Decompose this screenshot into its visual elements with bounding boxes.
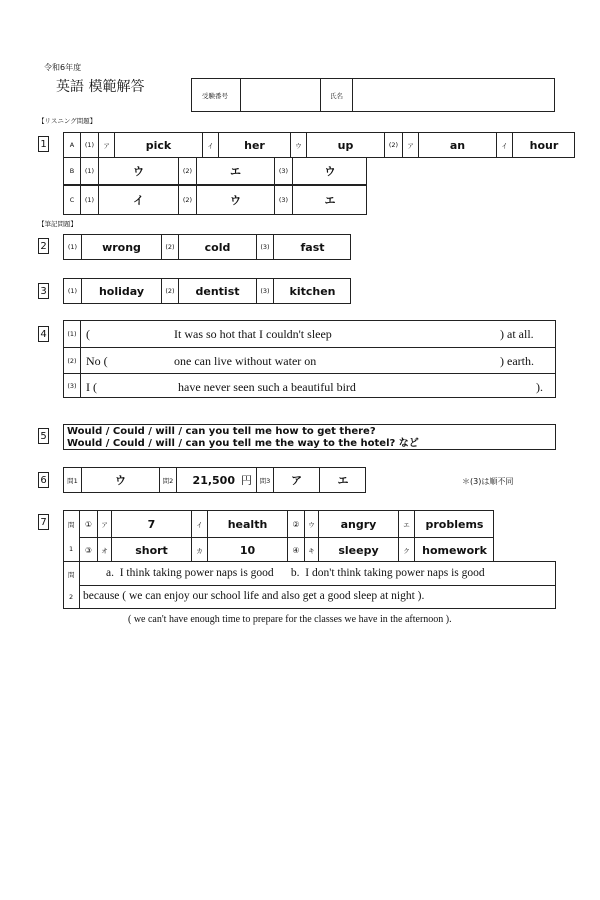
q1-row-b-label: B bbox=[69, 166, 75, 175]
q1-b-answer1: ウ bbox=[98, 157, 178, 184]
q7-r2-val1: short bbox=[111, 538, 191, 562]
q7-r1-val3: angry bbox=[318, 511, 398, 537]
q3-part3-label: (3) bbox=[256, 279, 273, 303]
q1-b-answer2: エ bbox=[196, 157, 274, 184]
q6-answer3a: ア bbox=[273, 468, 319, 492]
page-title: 英語 模範解答 bbox=[56, 79, 145, 95]
q6-part3-label: 問3 bbox=[256, 468, 273, 492]
q7-r2-key1: オ bbox=[97, 538, 111, 562]
name-field[interactable] bbox=[353, 79, 555, 111]
q1-a2-answer-a: an bbox=[418, 133, 496, 157]
q4-row3-answer: have never seen such a beautiful bird bbox=[178, 380, 356, 394]
question-number-3: 3 bbox=[38, 283, 49, 299]
era-label: 令和6年度 bbox=[44, 63, 82, 72]
q3-part1-label: (1) bbox=[67, 287, 78, 295]
q7-part1-grid bbox=[63, 510, 494, 562]
q7-mon2-cell bbox=[64, 562, 80, 608]
q4-row3-suffix: ). bbox=[536, 380, 543, 394]
q1-a-key-u: ウ bbox=[290, 133, 306, 157]
q2-answer2: cold bbox=[178, 235, 256, 259]
q4-row1-answer: It was so hot that I couldn't sleep bbox=[174, 327, 332, 341]
q6-order-note: ＊(3)は順不同 bbox=[462, 477, 514, 486]
q1-c-part3-label: (3) bbox=[274, 186, 292, 214]
q7-r2-key2: カ bbox=[191, 538, 207, 562]
q4-row2-answer: one can live without water on bbox=[174, 354, 317, 368]
q1-c-part2-label: (2) bbox=[178, 186, 196, 214]
q4-row3-prefix: I ( bbox=[86, 380, 97, 394]
q1-a2-key-a: ア bbox=[402, 133, 418, 157]
q7-row-1 bbox=[80, 511, 493, 537]
question-number-6: 6 bbox=[38, 472, 49, 488]
q4-row-1 bbox=[64, 321, 555, 347]
q1-row-b bbox=[63, 157, 367, 185]
q4-row-3 bbox=[64, 373, 555, 398]
q1-a-answer-u: up bbox=[306, 133, 384, 157]
q4-row1-label: (1) bbox=[64, 321, 81, 347]
q1-c-answer3: エ bbox=[292, 186, 367, 214]
q3-answer1: holiday bbox=[81, 279, 161, 303]
q1-b-answer3: ウ bbox=[292, 157, 367, 184]
q7-because-answer: because ( we can enjoy our school life and also get a good sleep at night ). bbox=[83, 590, 425, 602]
q7-alternative-answer: ( we can't have enough time to prepare for the classes we have in the afternoon ). bbox=[128, 614, 452, 625]
exam-number-label: 受験番号 bbox=[202, 92, 228, 100]
q6-answer2: 21,500 bbox=[192, 473, 235, 487]
q2-answer1: wrong bbox=[81, 235, 161, 259]
q4-row3-label: (3) bbox=[64, 374, 81, 398]
q1-a-answer-a: pick bbox=[114, 133, 202, 157]
q1-a-key-a: ア bbox=[98, 133, 114, 157]
question-number-1: 1 bbox=[38, 136, 49, 152]
q7-r2-circle2: ④ bbox=[287, 538, 304, 562]
q4-row1-suffix: ) at all. bbox=[500, 327, 534, 341]
q7-r1-key2: イ bbox=[191, 511, 207, 537]
q7-r1-val1: 7 bbox=[111, 511, 191, 537]
q7-r2-circle1: ③ bbox=[84, 545, 93, 555]
q1-row-c bbox=[63, 185, 367, 215]
q1-row-c-label: C bbox=[69, 196, 75, 204]
q6-answer2-cell bbox=[176, 468, 256, 492]
q4-answer-box bbox=[63, 320, 556, 398]
q7-r2-key3: キ bbox=[304, 538, 318, 562]
q1-row-a bbox=[63, 132, 575, 158]
q7-part2-box bbox=[63, 561, 556, 609]
q6-yen-unit: 円 bbox=[241, 474, 252, 487]
q7-opinion-choices: a. I think taking power naps is good b. I don't think taking power naps is good bbox=[106, 567, 485, 579]
q1-c-answer2: ウ bbox=[196, 186, 274, 214]
q7-r1-key3: ウ bbox=[304, 511, 318, 537]
q7-r2-val2: 10 bbox=[207, 538, 287, 562]
q7-r2-key4: ク bbox=[398, 538, 414, 562]
q1-b-part1-label: (1) bbox=[80, 157, 98, 184]
q4-row1-prefix: ( bbox=[86, 327, 90, 341]
q4-row2-prefix: No ( bbox=[86, 354, 108, 368]
q7-r2-val4: homework bbox=[414, 538, 494, 562]
q1-a2-key-i: イ bbox=[496, 133, 512, 157]
q5-answer-line2: Would / Could / will / can you tell me the way to the hotel? など bbox=[67, 438, 419, 449]
q7-r1-circle2: ② bbox=[287, 511, 304, 537]
q5-answer-line1: Would / Could / will / can you tell me how to get there? bbox=[67, 426, 376, 437]
q1-b-part3-label: (3) bbox=[274, 157, 292, 184]
q1-c-answer1: イ bbox=[98, 186, 178, 214]
q1-row-a-label: A bbox=[69, 141, 75, 149]
q1-a-key-i: イ bbox=[202, 133, 218, 157]
q7-mon1-label: 問 bbox=[68, 521, 75, 529]
q6-part1-label: 問1 bbox=[67, 476, 78, 485]
q5-answer-box bbox=[63, 424, 556, 450]
header-info-box bbox=[191, 78, 555, 112]
q2-answer-row bbox=[63, 234, 351, 260]
q7-mon1-cell bbox=[64, 511, 80, 561]
q3-answer-row bbox=[63, 278, 351, 304]
q7-mon2-label: 問 bbox=[68, 571, 75, 579]
q2-part1-label: (1) bbox=[67, 243, 78, 251]
q6-part2-label: 問2 bbox=[159, 468, 176, 492]
exam-number-field[interactable] bbox=[240, 79, 320, 111]
q3-part2-label: (2) bbox=[161, 279, 178, 303]
q1-a2-answer-i: hour bbox=[512, 133, 575, 157]
q7-row-2 bbox=[80, 537, 493, 562]
question-number-4: 4 bbox=[38, 326, 49, 342]
q7-r1-key4: エ bbox=[398, 511, 414, 537]
q6-answer1: ウ bbox=[81, 468, 159, 492]
q2-part3-label: (3) bbox=[256, 235, 273, 259]
question-number-2: 2 bbox=[38, 238, 49, 254]
written-section-label: 【筆記問題】 bbox=[38, 220, 77, 228]
q7-r2-val3: sleepy bbox=[318, 538, 398, 562]
question-number-5: 5 bbox=[38, 428, 49, 444]
q7-r1-key1: ア bbox=[97, 511, 111, 537]
q1-a-part2-label: (2) bbox=[384, 133, 402, 157]
q4-row2-label: (2) bbox=[64, 348, 81, 373]
q6-answer3b: エ bbox=[319, 468, 366, 492]
listening-section-label: 【リスニング問題】 bbox=[38, 117, 97, 125]
q1-a-answer-i: her bbox=[218, 133, 290, 157]
q7-r1-circle1: ① bbox=[84, 519, 93, 529]
q7-r1-val4: problems bbox=[414, 511, 494, 537]
q6-answer-row bbox=[63, 467, 366, 493]
q1-b-part2-label: (2) bbox=[178, 157, 196, 184]
q7-mon1-number: 1 bbox=[69, 545, 74, 553]
q3-answer3: kitchen bbox=[273, 279, 351, 303]
q4-row-2 bbox=[64, 347, 555, 373]
q4-row2-suffix: ) earth. bbox=[500, 354, 534, 368]
name-label: 氏名 bbox=[330, 92, 343, 100]
q7-mon2-number: 2 bbox=[69, 593, 74, 601]
question-number-7: 7 bbox=[38, 514, 49, 530]
q7-r1-val2: health bbox=[207, 511, 287, 537]
q1-a-part1-label: (1) bbox=[80, 133, 98, 157]
q1-c-part1-label: (1) bbox=[80, 186, 98, 214]
q3-answer2: dentist bbox=[178, 279, 256, 303]
q2-answer3: fast bbox=[273, 235, 351, 259]
q2-part2-label: (2) bbox=[161, 235, 178, 259]
